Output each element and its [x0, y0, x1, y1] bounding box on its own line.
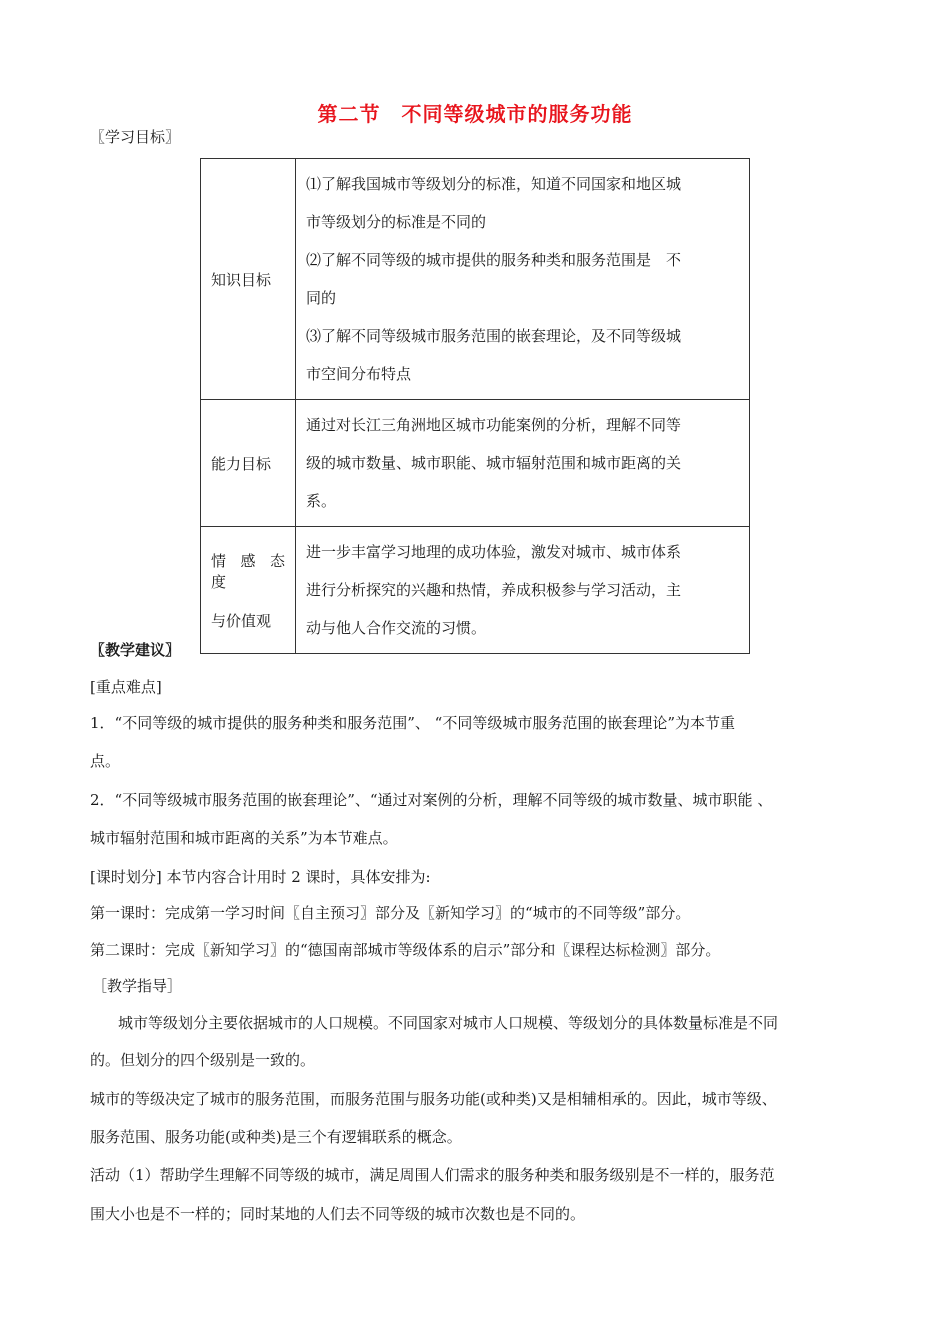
key-point-1-cont: 点。	[90, 752, 121, 770]
key-point-1: 1．“不同等级的城市提供的服务种类和服务范围”、 “不同等级城市服务范围的嵌套理论”为本节重	[90, 714, 735, 732]
section-title: 第二节 不同等级城市的服务功能	[317, 102, 633, 126]
guidance-header: ［教学指导］	[92, 977, 183, 995]
guidance-paragraph-1: 城市等级划分主要依据城市的人口规模。不同国家对城市人口规模、等级划分的具体数量标准是不同	[118, 1014, 779, 1032]
objective-content: 通过对长江三角洲地区城市功能案例的分析，理解不同等 级的城市数量、城市职能、城市辐射范围和城市距离的关 系。	[296, 400, 750, 527]
key-points-header: [重点难点]	[90, 678, 162, 696]
teaching-suggestions-header: 〖教学建议〗	[90, 641, 181, 659]
objective-row-ability	[201, 400, 750, 527]
lesson-2-line: 第二课时：完成〖新知学习〗的“德国南部城市等级体系的启示”部分和〖课程达标检测〗部分。	[90, 941, 721, 959]
objectives-header: 〖学习目标〗	[90, 128, 181, 146]
objective-label: 知识目标	[201, 159, 296, 400]
lesson-1-line: 第一课时：完成第一学习时间〖自主预习〗部分及〖新知学习〗的“城市的不同等级”部分。	[90, 904, 691, 922]
objective-row-knowledge	[201, 159, 750, 400]
guidance-paragraph-1-cont: 的。但划分的四个级别是一致的。	[90, 1051, 316, 1069]
guidance-paragraph-2: 城市的等级决定了城市的服务范围，而服务范围与服务功能(或种类)又是相辅相承的。因此，城市等级、	[90, 1090, 777, 1108]
objective-content: 进一步丰富学习地理的成功体验，激发对城市、城市体系 进行分析探究的兴趣和热情，养成积极参与学习活动，主 动与他人合作交流的习惯。	[296, 527, 750, 654]
activity-paragraph: 活动（1）帮助学生理解不同等级的城市，满足周围人们需求的服务种类和服务级别是不一样的，服务范	[90, 1166, 775, 1184]
objective-row-attitude	[201, 527, 750, 654]
objectives-table	[200, 158, 750, 654]
objective-content: ⑴了解我国城市等级划分的标准，知道不同国家和地区城 市等级划分的标准是不同的 ⑵了解不同等级的城市提供的服务种类和服务范围是 不 同的 ⑶了解不同等级城市服务范围的嵌套理论，及不同等级城 市空间分布特点	[296, 159, 750, 400]
objective-label: 能力目标	[201, 400, 296, 527]
activity-paragraph-cont: 围大小也是不一样的；同时某地的人们去不同等级的城市次数也是不同的。	[90, 1205, 586, 1223]
key-point-2: 2．“不同等级城市服务范围的嵌套理论”、“通过对案例的分析，理解不同等级的城市数量、城市职能 、	[90, 791, 773, 809]
schedule-line: [课时划分] 本节内容合计用时 2 课时，具体安排为:	[90, 868, 431, 886]
guidance-paragraph-2-cont: 服务范围、服务功能(或种类)是三个有逻辑联系的概念。	[90, 1128, 462, 1146]
key-point-2-cont: 城市辐射范围和城市距离的关系”为本节难点。	[90, 829, 398, 847]
objective-label: 情 感 态 度 与价值观	[201, 527, 296, 654]
